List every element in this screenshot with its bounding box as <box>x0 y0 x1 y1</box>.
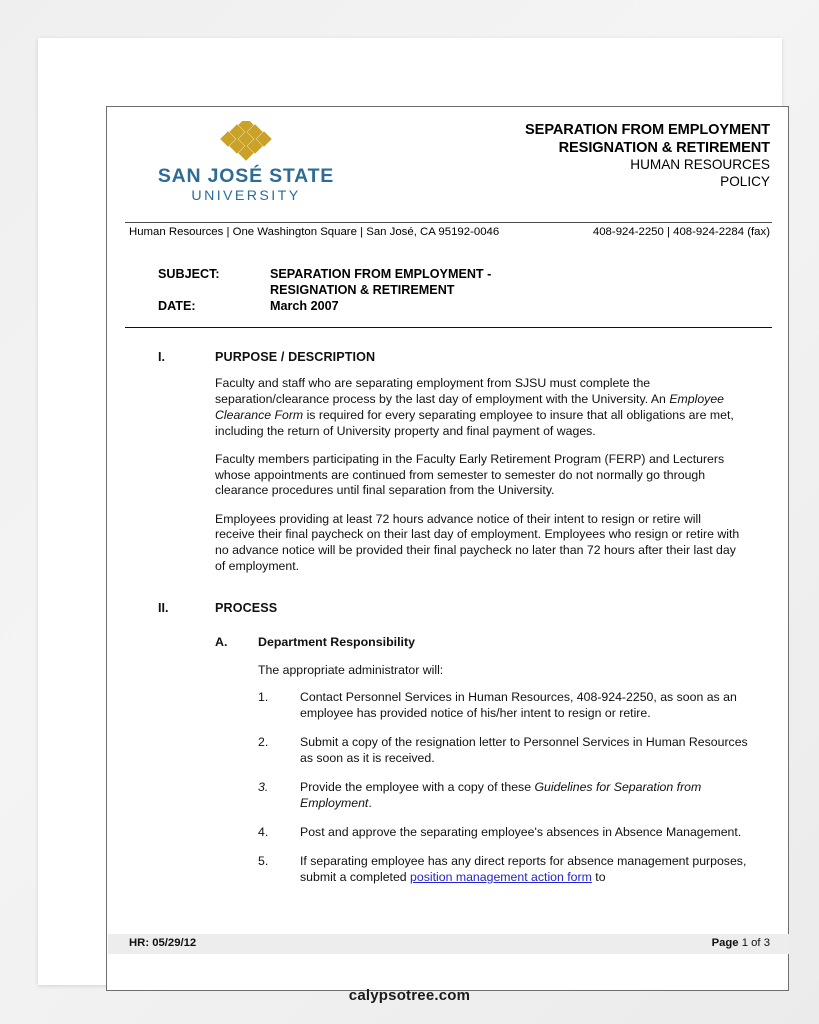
list-item <box>125 780 772 812</box>
doc-title-line-3: HUMAN RESOURCES <box>630 157 770 173</box>
date-row <box>125 299 772 315</box>
list-item-text <box>300 854 750 886</box>
footer-page-label: Page <box>711 937 739 949</box>
purpose-p1-part-a: Faculty and staff who are separating employment from SJSU must complete the separation/clearance process by the last day of employment with the University. An <box>215 376 670 406</box>
subject-value-line-1: SEPARATION FROM EMPLOYMENT - <box>270 267 492 281</box>
document-page-border <box>106 106 789 991</box>
subject-row-1 <box>125 267 772 283</box>
subsection-heading-department-responsibility: Department Responsibility <box>258 635 415 650</box>
subsection-letter-a: A. <box>215 635 228 650</box>
footer-page-value: 1 of 3 <box>738 937 770 949</box>
list-item-number: 3. <box>258 779 269 794</box>
letterhead <box>125 107 772 222</box>
subject-label: SUBJECT: <box>158 267 220 281</box>
doc-title-line-1: SEPARATION FROM EMPLOYMENT <box>525 122 770 138</box>
list-item-number: 4. <box>258 824 269 839</box>
list-item-text-part-a: Provide the employee with a copy of these <box>300 779 535 794</box>
document-paper <box>38 38 782 985</box>
contact-address: Human Resources | One Washington Square | San José, CA 95192-0046 <box>129 226 500 238</box>
purpose-paragraph-3: Employees providing at least 72 hours advance notice of their intent to resign or retire will receive their final paycheck on their last day of employment. Employees who resign or retire with no advance notice will be provided their final paycheck no later than 72 hours after their last day of employment. <box>215 511 740 574</box>
section-number-i: I. <box>158 350 165 364</box>
position-management-action-form-link[interactable]: position management action form <box>410 869 592 884</box>
subject-row-2 <box>125 283 772 299</box>
list-item-number: 5. <box>258 853 269 868</box>
section-heading-purpose: PURPOSE / DESCRIPTION <box>215 350 376 364</box>
list-item <box>125 735 772 767</box>
sjsu-diamond-lattice-icon <box>220 121 272 163</box>
date-value: March 2007 <box>270 299 339 313</box>
guidelines-document-title: Guidelines for Separation from Employment <box>300 779 702 810</box>
list-item-text: Contact Personnel Services in Human Resources, 408-924-2250, as soon as an employee has provided notice of his/her intent to resign or retire. <box>300 690 737 721</box>
contact-line <box>125 223 772 245</box>
doc-title-line-2: RESIGNATION & RETIREMENT <box>558 140 770 157</box>
list-item <box>125 690 772 722</box>
purpose-paragraph-2: Faculty members participating in the Faculty Early Retirement Program (FERP) and Lecturers whose appointments are continued from semester to semester do not normally go through clearance procedures until final separation from the University. <box>215 451 725 498</box>
list-item-text <box>300 780 750 812</box>
subsection-lead-in: The appropriate administrator will: <box>258 663 444 678</box>
subject-date-block <box>125 267 772 315</box>
list-item-text-part-b: to <box>591 869 606 884</box>
document-footer <box>129 934 770 954</box>
purpose-p1-part-b: is required for every separating employee to insure that all obligations are met, including the return of University property and final payment of wages. <box>215 407 734 438</box>
list-item-text-part-a: If separating employee has any direct reports for absence management purposes, submit a completed <box>300 853 747 884</box>
list-item-number: 1. <box>258 690 269 705</box>
list-item <box>125 825 772 841</box>
site-watermark: calypsotree.com <box>348 987 471 1004</box>
section-process <box>125 601 772 886</box>
list-item <box>125 854 772 886</box>
contact-phone: 408-924-2250 | 408-924-2284 (fax) <box>592 226 770 238</box>
purpose-paragraph-1 <box>215 376 740 439</box>
employee-clearance-form-title: Employee Clearance Form <box>215 391 724 422</box>
footer-revision-date: HR: 05/29/12 <box>129 937 197 949</box>
section-heading-process: PROCESS <box>215 601 278 616</box>
subsection-department-responsibility <box>125 635 772 886</box>
sjsu-brand-lockup <box>131 121 361 206</box>
list-item-text-part-b: . <box>368 795 372 810</box>
list-item-text: Post and approve the separating employee's absences in Absence Management. <box>300 824 742 839</box>
document-page-content <box>107 107 790 992</box>
document-title-block <box>390 121 770 190</box>
document-body <box>125 328 772 886</box>
responsibility-list <box>125 690 772 886</box>
subject-value-line-2: RESIGNATION & RETIREMENT <box>270 283 455 297</box>
list-item-text: Submit a copy of the resignation letter to Personnel Services in Human Resources as soon as it is received. <box>300 735 748 765</box>
section-purpose <box>125 350 772 575</box>
list-item-number: 2. <box>258 735 269 750</box>
brand-name: SAN JOSÉ STATE <box>157 165 335 187</box>
footer-page-number <box>712 937 770 949</box>
brand-subtitle: UNIVERSITY <box>191 188 301 205</box>
doc-title-line-4: POLICY <box>720 173 770 189</box>
section-number-ii: II. <box>158 601 169 616</box>
date-label: DATE: <box>158 299 196 313</box>
